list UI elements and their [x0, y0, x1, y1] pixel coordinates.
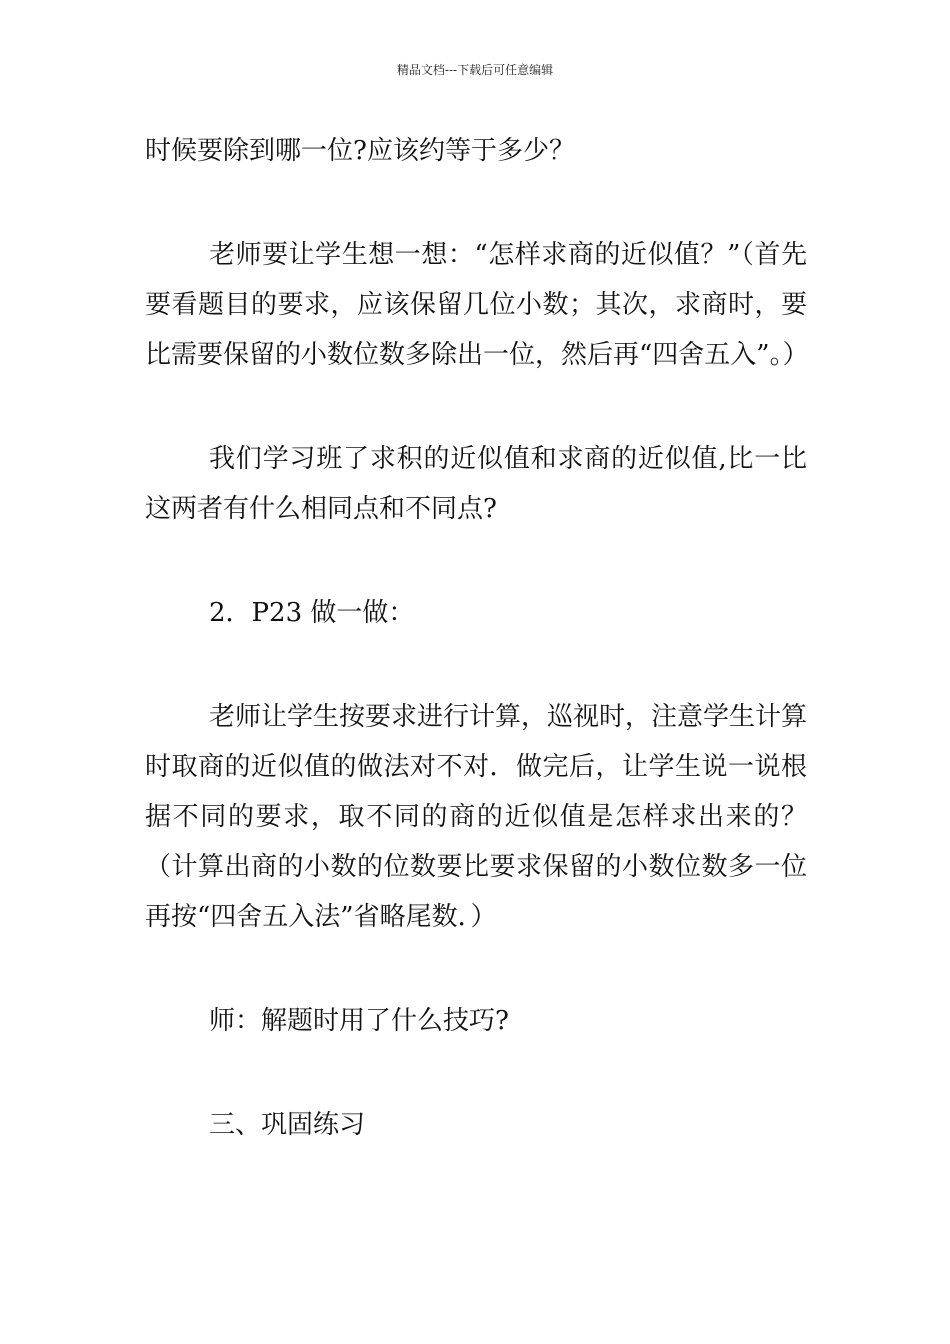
paragraph-gap — [145, 638, 807, 692]
paragraph-gap — [145, 380, 807, 434]
paragraph-compare: 我们学习班了求积的近似值和求商的近似值,比一比这两者有什么相同点和不同点? — [145, 444, 807, 524]
paragraph-gap — [145, 1046, 807, 1100]
paragraph-quotient-approximation: 老师要让学生想一想：“怎样求商的近似值？”（首先要看题目的要求，应该保留几位小数；其次，求商时，要比需要保留的小数位数多除出一位，然后再“四舍五入”。） — [145, 240, 809, 370]
paragraph-teacher-question: 师：解题时用了什么技巧? — [209, 1006, 509, 1036]
paragraph-exercise-heading: 2．P23 做一做： — [209, 598, 415, 628]
paragraph-gap — [145, 942, 807, 996]
paragraph-teacher-calc: 老师让学生按要求进行计算，巡视时，注意学生计算时取商的近似值的做法对不对．做完后，让学生说一说根据不同的要求，取不同的商的近似值是怎样求出来的？（计算出商的小数的位数要比要求保留的小数位数多一位再按“四舍五入法”省略尾数．） — [145, 702, 808, 932]
document-body — [145, 126, 807, 1150]
paragraph-gap — [145, 176, 807, 230]
paragraph-gap — [145, 534, 807, 588]
paragraph-continuation: 时候要除到哪一位?应该约等于多少？ — [145, 136, 575, 166]
section-heading-practice: 三、巩固练习 — [209, 1110, 366, 1140]
page-header: 精品文档---下载后可任意编辑 — [396, 63, 554, 77]
